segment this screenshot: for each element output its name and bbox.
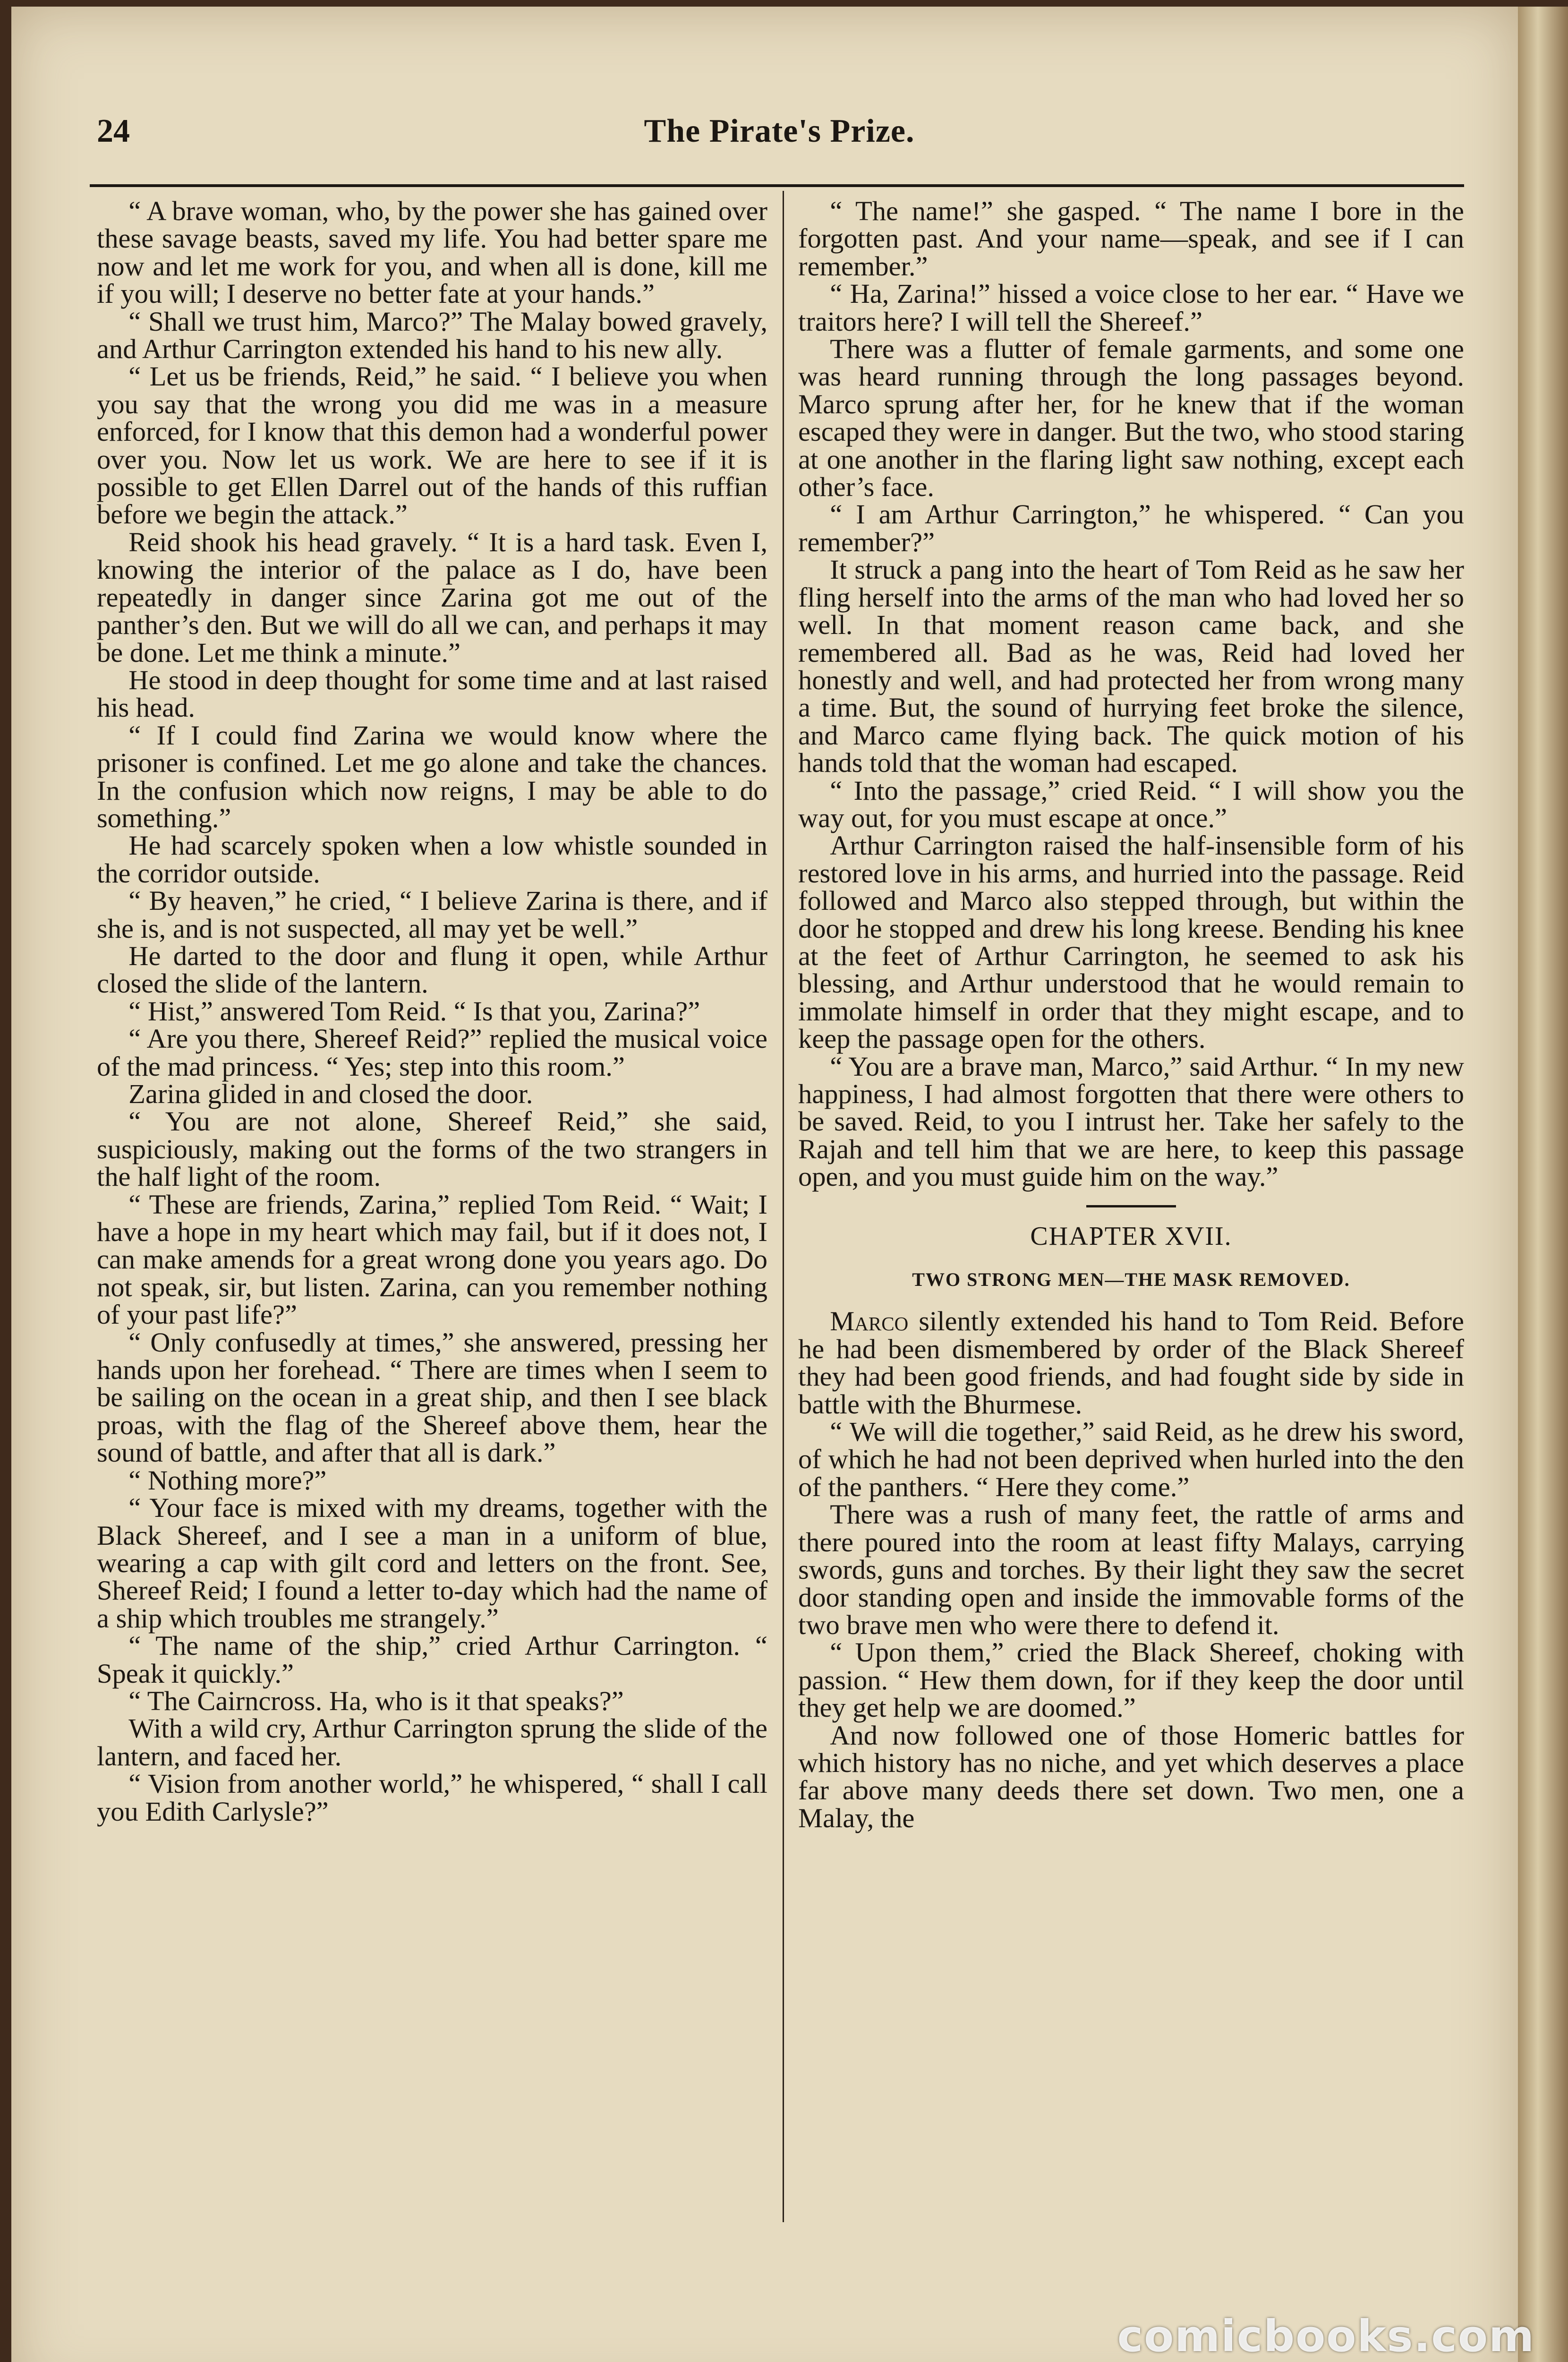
paragraph: “ The name!” she gasped. “ The name I bore in the forgotten past. And your name—speak, and see if I can remember.” <box>798 196 1464 282</box>
chapter-heading: CHAPTER XVII. <box>1030 1221 1232 1251</box>
paragraph: “ Are you there, Shereef Reid?” replied the musical voice of the mad princess. “ Yes; step into this room.” <box>97 1023 767 1082</box>
chapter-separator-rule <box>1086 1205 1176 1207</box>
paragraph: “ You are not alone, Shereef Reid,” she said, suspiciously, making out the forms of the two strangers in the half light of the room. <box>97 1106 767 1192</box>
page-number: 24 <box>97 113 130 149</box>
paragraph: “ Nothing more?” <box>128 1464 327 1496</box>
page-edge <box>1518 7 1568 2362</box>
paragraph: “ Your face is mixed with my dreams, together with the Black Shereef, and I see a man in a uniform of blue, wearing a cap with gilt cord and letters on the front. See, Shereef Reid; I found a letter to-day which had the name of a ship which troubles me strangely.” <box>97 1492 767 1634</box>
site-watermark: comicbooks.com <box>1117 2311 1535 2362</box>
paragraph: “ Upon them,” cried the Black Shereef, choking with passion. “ Hew them down, for if they keep the door until they get help we are doomed.” <box>798 1637 1464 1723</box>
paragraph: And now followed one of those Homeric battles for which history has no niche, and yet which deserves a place far above many deeds there set down. Two men, one a Malay, the <box>798 1720 1464 1833</box>
left-column <box>97 197 767 2285</box>
paragraph: Reid shook his head gravely. “ It is a hard task. Even I, knowing the interior of the palace as I do, have been repeatedly in danger since Zarina got me out of the panther’s den. But we will do all we can, and perhaps it may be done. Let me think a minute.” <box>97 526 767 668</box>
right-column <box>798 197 1464 2285</box>
paragraph: “ I am Arthur Carrington,” he whispered. “ Can you remember?” <box>798 499 1464 557</box>
chapter-first-word: Marco <box>830 1306 909 1337</box>
paragraph: There was a rush of many feet, the rattle of arms and there poured into the room at least fifty Malays, carrying swords, guns and torches. By their light they saw the secret door standing open and inside the immovable forms of the two brave men who were there to defend it. <box>798 1499 1464 1640</box>
paragraph: “ Ha, Zarina!” hissed a voice close to her ear. “ Have we traitors here? I will tell the Shereef.” <box>798 278 1464 337</box>
header-rule <box>90 184 1464 187</box>
paragraph: “ You are a brave man, Marco,” said Arthur. “ In my new happiness, I had almost forgotten that there were others to be saved. Reid, to you I intrust her. Take her safely to the Rajah and tell him that we are here, to keep this passage open, and you must guide him on the way.” <box>798 1051 1464 1192</box>
paragraph: “ Vision from another world,” he whispered, “ shall I call you Edith Carlysle?” <box>97 1768 767 1827</box>
paragraph: “ These are friends, Zarina,” replied Tom Reid. “ Wait; I have a hope in my heart which may fail, but if it does not, I can make amends for a great wrong done you years ago. Do not speak, sir, but listen. Zarina, can you remember nothing of your past life?” <box>97 1189 767 1330</box>
chapter-opening-text: silently extended his hand to Tom Reid. Before he had been dismembered by order of the Black Shereef they had been good friends, and had fought side by side in battle with the Bhurmese. <box>798 1306 1464 1420</box>
paragraph: “ We will die together,” said Reid, as he drew his sword, of which he had not been deprived when hurled into the den of the panthers. “ Here they come.” <box>798 1416 1464 1502</box>
running-title: The Pirate's Prize. <box>644 113 915 149</box>
paragraph: He had scarcely spoken when a low whistle sounded in the corridor outside. <box>97 830 767 889</box>
paragraph: “ By heaven,” he cried, “ I believe Zarina is there, and if she is, and is not suspected, all may yet be well.” <box>97 885 767 944</box>
paragraph: “ Into the passage,” cried Reid. “ I will show you the way out, for you must escape at once.” <box>798 775 1464 833</box>
chapter-subtitle: TWO STRONG MEN—THE MASK REMOVED. <box>912 1269 1350 1291</box>
paragraph: “ The name of the ship,” cried Arthur Carrington. “ Speak it quickly.” <box>97 1630 767 1689</box>
paragraph: “ The Cairncross. Ha, who is it that speaks?” <box>128 1685 624 1716</box>
paragraph: Zarina glided in and closed the door. <box>128 1078 533 1109</box>
paragraph: With a wild cry, Arthur Carrington sprung the slide of the lantern, and faced her. <box>97 1713 767 1772</box>
paragraph: “ If I could find Zarina we would know where the prisoner is confined. Let me go alone and take the chances. In the confusion which now reigns, I may be able to do something.” <box>97 719 767 833</box>
column-divider <box>783 191 784 2222</box>
paragraph: “ Hist,” answered Tom Reid. “ Is that you, Zarina?” <box>128 995 700 1027</box>
paragraph: “ Let us be friends, Reid,” he said. “ I believe you when you say that the wrong you did me was in a measure enforced, for I know that this demon had a wonderful power over you. Now let us work. We are here to see if it is possible to get Ellen Darrel out of the hands of this ruffian before we begin the attack.” <box>97 361 767 530</box>
paragraph: Arthur Carrington raised the half-insensible form of his restored love in his arms, and hurried into the passage. Reid followed and Marco also stepped through, but within the door he stopped and drew his long kreese. Bending his knee at the feet of Arthur Carrington, he seemed to ask his blessing, and Arthur understood that he would remain to immolate himself in order that they might escape, and to keep the passage open for the others. <box>798 830 1464 1054</box>
chapter-opening-paragraph <box>798 1308 1464 1418</box>
paragraph: He stood in deep thought for some time and at last raised his head. <box>97 664 767 723</box>
paragraph: There was a flutter of female garments, and some one was heard running through the long passages beyond. Marco sprung after her, for he knew that if the woman escaped they were in danger. But the two, who stood staring at one another in the flaring light saw nothing, except each other’s face. <box>798 334 1464 503</box>
page-header <box>97 112 1462 164</box>
paragraph: “ A brave woman, who, by the power she has gained over these savage beasts, saved my life. You had better spare me now and let me work for you, and when all is done, kill me if you will; I deserve no better fate at your hands.” <box>97 196 767 309</box>
paragraph: He darted to the door and flung it open, while Arthur closed the slide of the lantern. <box>97 940 767 999</box>
paragraph: It struck a pang into the heart of Tom Reid as he saw her fling herself into the arms of the man who had loved her so well. In that moment reason came back, and she remembered all. Bad as he was, Reid had loved her honestly and well, and had protected her from wrong many a time. But, the sound of hurrying feet broke the silence, and Marco came flying back. The quick motion of his hands told that the woman had escaped. <box>798 554 1464 779</box>
paragraph: “ Shall we trust him, Marco?” The Malay bowed gravely, and Arthur Carrington extended his hand to his new ally. <box>97 306 767 365</box>
paragraph: “ Only confusedly at times,” she answered, pressing her hands upon her forehead. “ There are times when I seem to be sailing on the ocean in a great ship, and then I see black proas, with the flag of the Shereef above them, hear the sound of battle, and after that all is dark.” <box>97 1326 767 1468</box>
